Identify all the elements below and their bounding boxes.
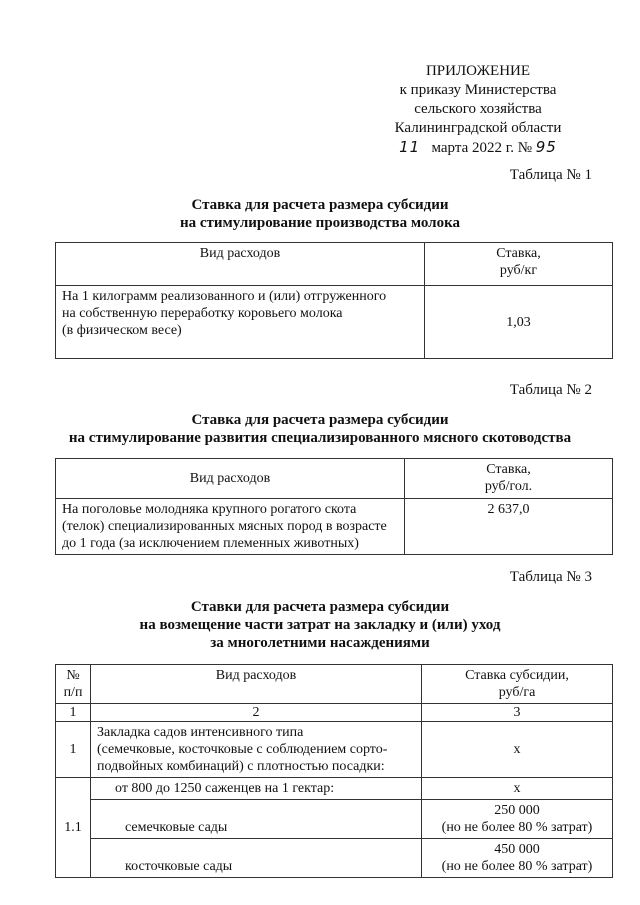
table2-label: Таблица № 2 (509, 382, 592, 398)
table1-header-col2 (425, 243, 613, 286)
table3-row1-line3: подвойных комбинаций) с плотностью посадки: (97, 759, 385, 774)
table2-header-col1: Вид расходов (56, 459, 405, 499)
table3-title-line2: на возмещение части затрат на закладку и (или) уход (139, 617, 501, 633)
table3-label: Таблица № 3 (509, 569, 592, 585)
table3-title-line1: Ставки для расчета размера субсидии (190, 599, 450, 615)
table3-header-col3-line2: руб/га (498, 685, 536, 700)
table3-row11b-value-line1: 450 000 (494, 842, 540, 857)
table2-title-line1: Ставка для расчета размера субсидии (191, 412, 449, 428)
table3-row1-text (91, 722, 422, 778)
table1 (55, 242, 613, 359)
table3-header-num-line1: № (66, 668, 80, 683)
table1-title (0, 196, 640, 232)
table2-title-line2: на стимулирование развития специализированного мясного скотоводства (68, 430, 572, 446)
table3-index-1: 1 (56, 704, 91, 722)
table3-row1-line1: Закладка садов интенсивного типа (97, 725, 304, 740)
appendix-day: 11 (399, 138, 421, 156)
table3-header-num (56, 665, 91, 704)
table2 (55, 458, 613, 555)
table3-header-col2: Вид расходов (91, 665, 422, 704)
table3-row11a-value-line2: (но не более 80 % затрат) (441, 820, 593, 835)
table3-row11a-value-line1: 250 000 (494, 803, 540, 818)
table3-row11-value: х (422, 778, 613, 800)
table3-row11-text: от 800 до 1250 саженцев на 1 гектар: (91, 778, 422, 800)
table1-row-line3: (в физическом весе) (62, 323, 182, 338)
appendix-line-1: к приказу Министерства (399, 82, 557, 98)
table3-row1-line2: (семечковые, косточковые с соблюдением сорто- (97, 742, 388, 757)
table3-header-col3-line1: Ставка субсидии, (465, 668, 569, 683)
table2-header-col2-line1: Ставка, (486, 462, 531, 477)
table3-row11b-text: косточковые сады (91, 839, 422, 878)
table3-header-num-line2: п/п (63, 685, 83, 700)
table1-header-col2-line2: руб/кг (499, 263, 538, 278)
appendix-line-2: сельского хозяйства (414, 101, 542, 117)
appendix-date (378, 138, 578, 158)
table3-row11b-value (422, 839, 613, 878)
table3-header-col3 (422, 665, 613, 704)
table1-header-col1: Вид расходов (56, 243, 425, 286)
table2-row-line2: (телок) специализированных мясных пород в возрасте (62, 519, 387, 534)
table2-row-text (56, 499, 405, 555)
appendix-block (378, 62, 578, 158)
table2-row-line1: На поголовье молодняка крупного рогатого скота (62, 502, 357, 517)
table2-row-value: 2 637,0 (405, 499, 613, 555)
table3-row11-num: 1.1 (56, 778, 91, 878)
table1-label: Таблица № 1 (509, 167, 592, 183)
appendix-date-text: марта 2022 г. № (431, 140, 533, 156)
appendix-title: ПРИЛОЖЕНИЕ (425, 63, 531, 79)
table1-row-line2: на собственную переработку коровьего молока (62, 306, 343, 321)
table2-header-col2 (405, 459, 613, 499)
table3 (55, 664, 613, 878)
table3-row11a-text: семечковые сады (91, 800, 422, 839)
table1-row-text (56, 286, 425, 359)
table2-header-col2-line2: руб/гол. (484, 479, 533, 494)
table1-title-line2: на стимулирование производства молока (179, 215, 461, 231)
table3-row11a-value (422, 800, 613, 839)
table3-index-2: 2 (91, 704, 422, 722)
appendix-line-3: Калининградской области (394, 120, 562, 136)
table2-title (0, 411, 640, 447)
table2-row-line3: до 1 года (за исключением племенных животных) (62, 536, 359, 551)
table3-title (0, 598, 640, 652)
table1-row-value: 1,03 (425, 286, 613, 359)
table3-row1-num: 1 (56, 722, 91, 778)
table3-index-3: 3 (422, 704, 613, 722)
table3-title-line3: за многолетними насаждениями (210, 635, 430, 651)
table3-row1-value: х (422, 722, 613, 778)
table1-title-line1: Ставка для расчета размера субсидии (191, 197, 449, 213)
table1-row-line1: На 1 килограмм реализованного и (или) отгруженного (62, 289, 387, 304)
table3-row11b-value-line2: (но не более 80 % затрат) (441, 859, 593, 874)
appendix-number: 95 (535, 138, 557, 156)
table1-header-col2-line1: Ставка, (496, 246, 541, 261)
